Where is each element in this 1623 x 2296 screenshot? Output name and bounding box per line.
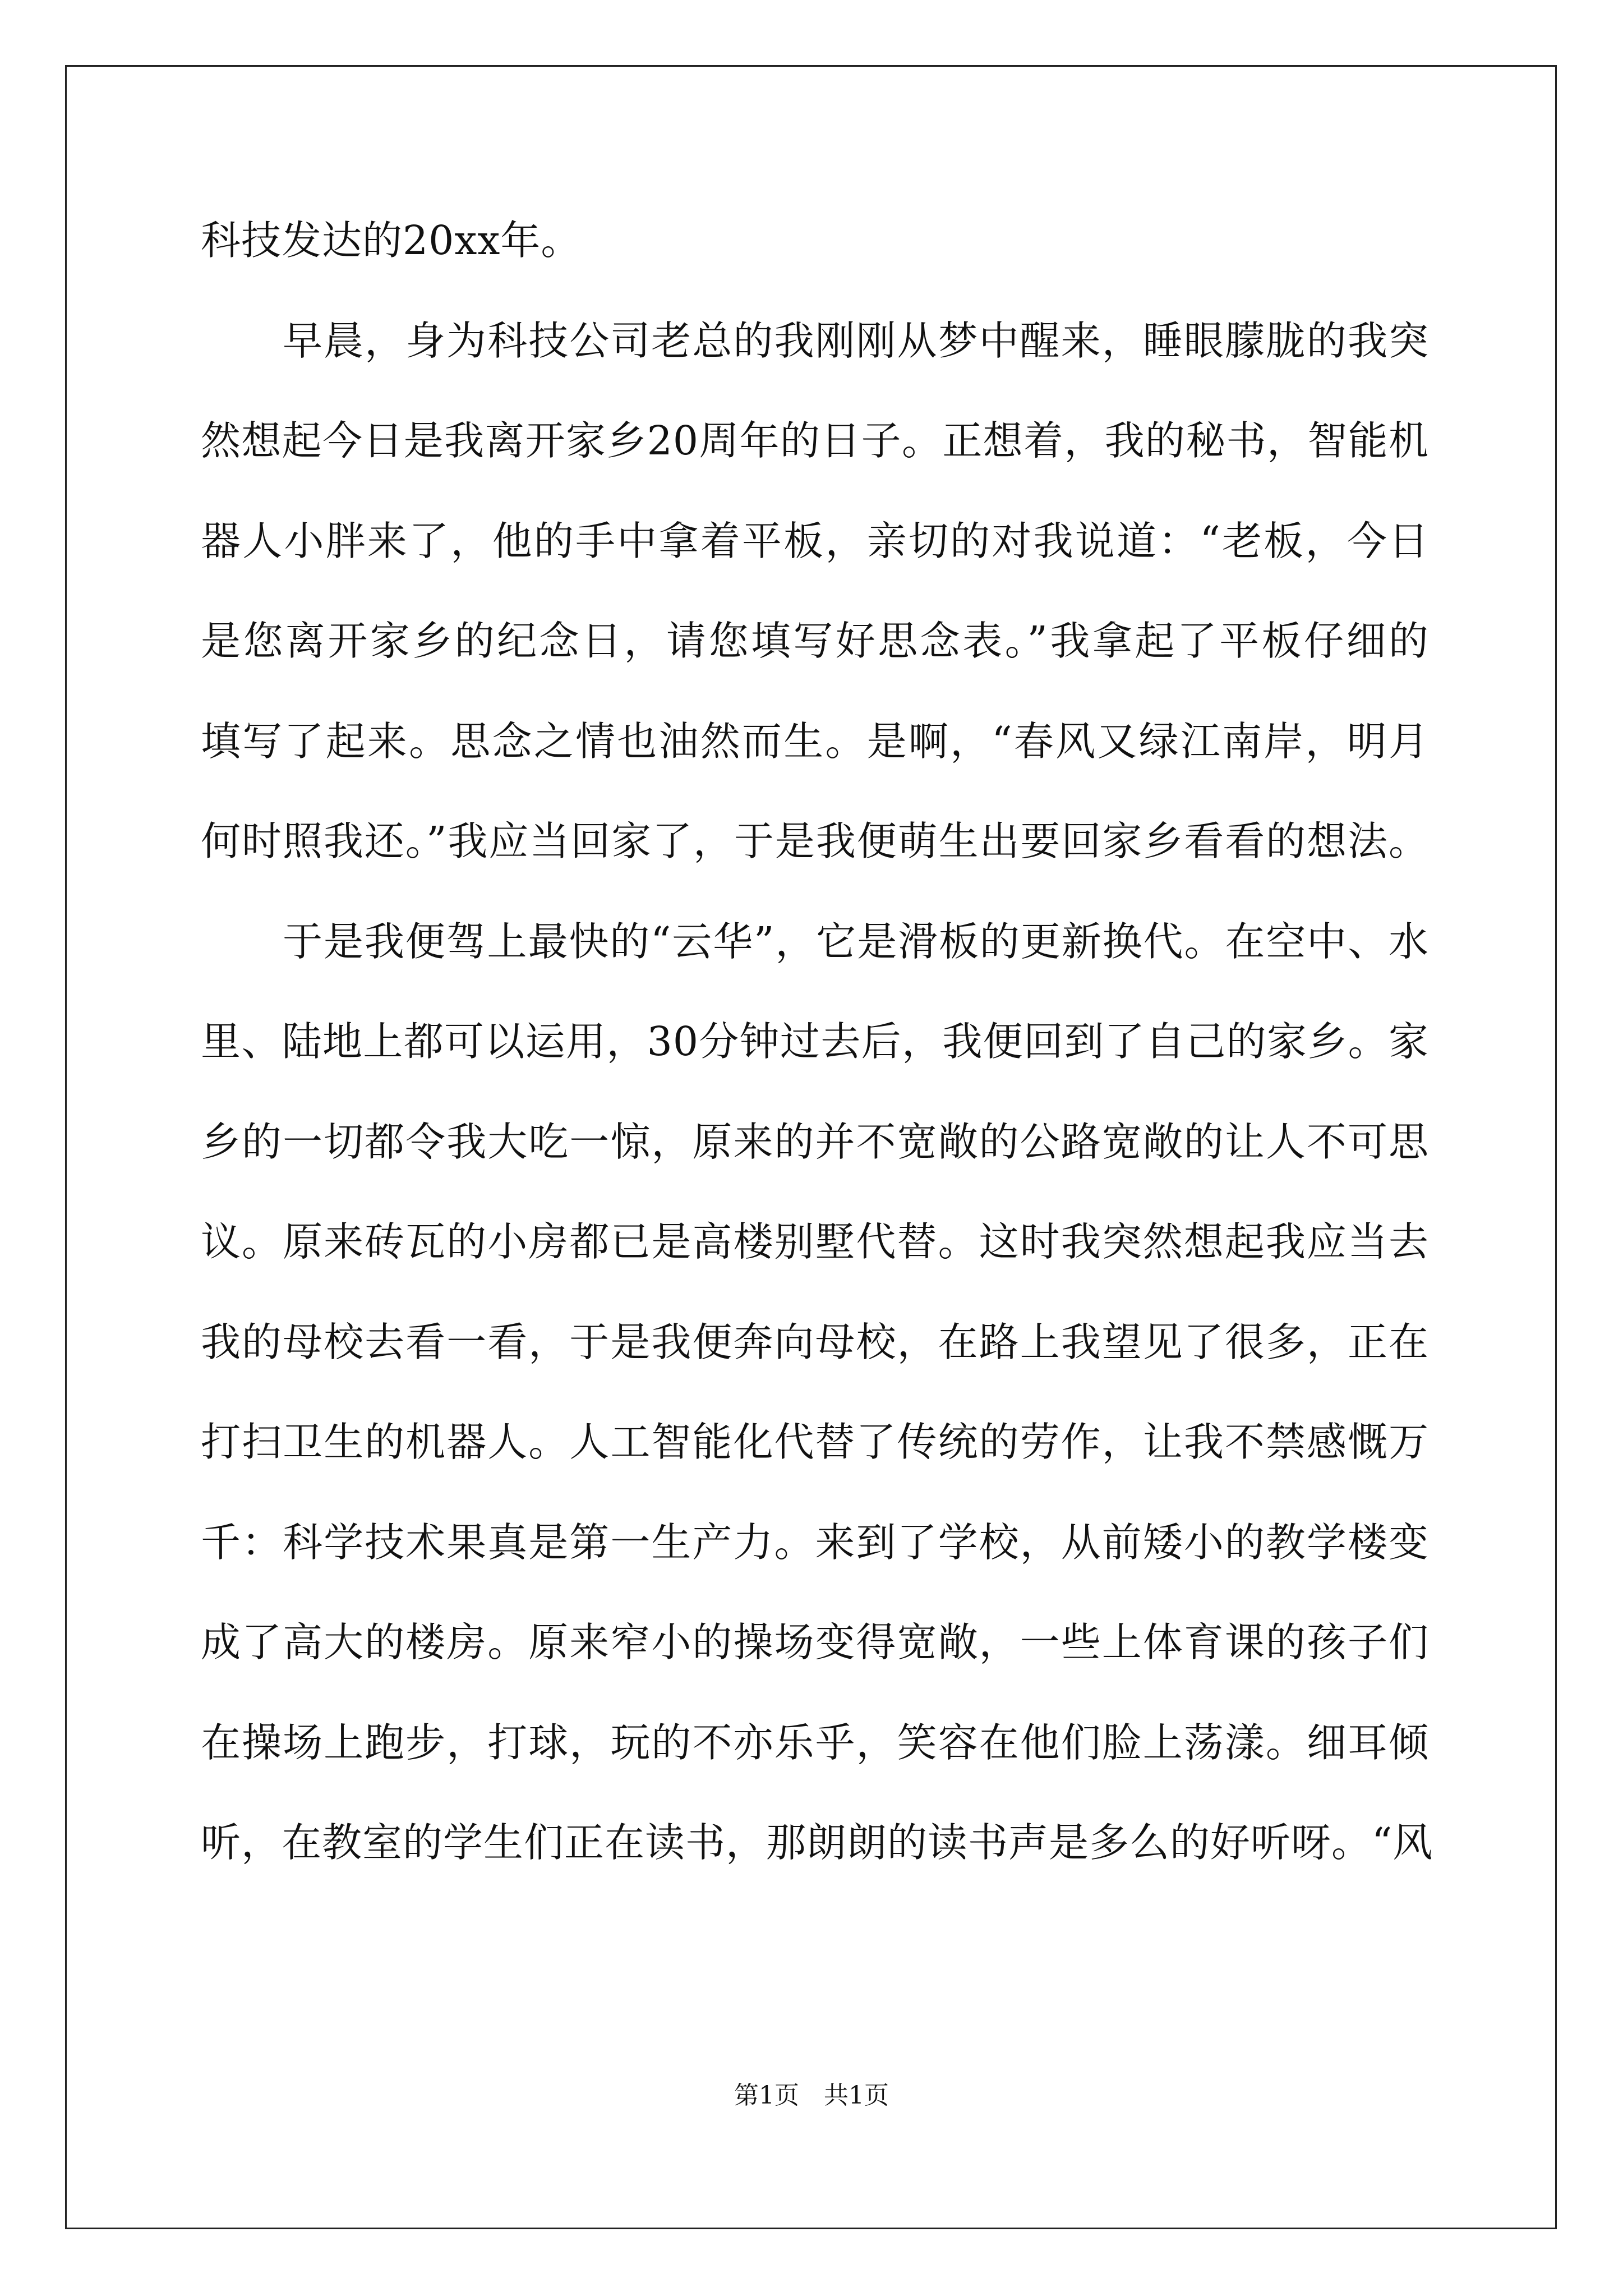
text-line: 听，在教室的学生们正在读书，那朗朗的读书声是多么的好听呀。“风: [201, 1819, 1433, 1866]
page-number-footer: 第1页 共1页: [734, 2081, 889, 2110]
text-line: 早晨，身为科技公司老总的我刚刚从梦中醒来，睡眼朦胧的我突: [283, 317, 1429, 364]
text-line: 在操场上跑步，打球，玩的不亦乐乎，笑容在他们脸上荡漾。细耳倾: [201, 1719, 1429, 1766]
text-line: 里、陆地上都可以运用，30分钟过去后，我便回到了自己的家乡。家: [201, 1018, 1429, 1065]
text-line: 科技发达的20xx年。: [201, 217, 582, 264]
text-line: 千：科学技术果真是第一生产力。来到了学校，从前矮小的教学楼变: [201, 1519, 1429, 1566]
text-line: 我的母校去看一看，于是我便奔向母校，在路上我望见了很多，正在: [201, 1318, 1429, 1365]
text-line: 器人小胖来了，他的手中拿着平板，亲切的对我说道：“老板，今日: [201, 517, 1429, 564]
text-line: 打扫卫生的机器人。人工智能化代替了传统的劳作，让我不禁感慨万: [201, 1419, 1429, 1465]
text-line: 是您离开家乡的纪念日，请您填写好思念表。”我拿起了平板仔细的: [201, 618, 1429, 664]
text-line: 乡的一切都令我大吃一惊，原来的并不宽敞的公路宽敞的让人不可思: [201, 1118, 1429, 1165]
text-line: 于是我便驾上最快的“云华”，它是滑板的更新换代。在空中、水: [283, 918, 1429, 965]
text-line: 成了高大的楼房。原来窄小的操场变得宽敞，一些上体育课的孩子们: [201, 1619, 1429, 1665]
text-line: 然想起今日是我离开家乡20周年的日子。正想着，我的秘书，智能机: [201, 417, 1429, 464]
text-line: 议。原来砖瓦的小房都已是高楼别墅代替。这时我突然想起我应当去: [201, 1218, 1429, 1265]
document-body: [201, 191, 1433, 1893]
text-line: 填写了起来。思念之情也油然而生。是啊，“春风又绿江南岸，明月: [201, 717, 1429, 765]
text-line: 何时照我还。”我应当回家了，于是我便萌生出要回家乡看看的想法。: [201, 818, 1429, 864]
